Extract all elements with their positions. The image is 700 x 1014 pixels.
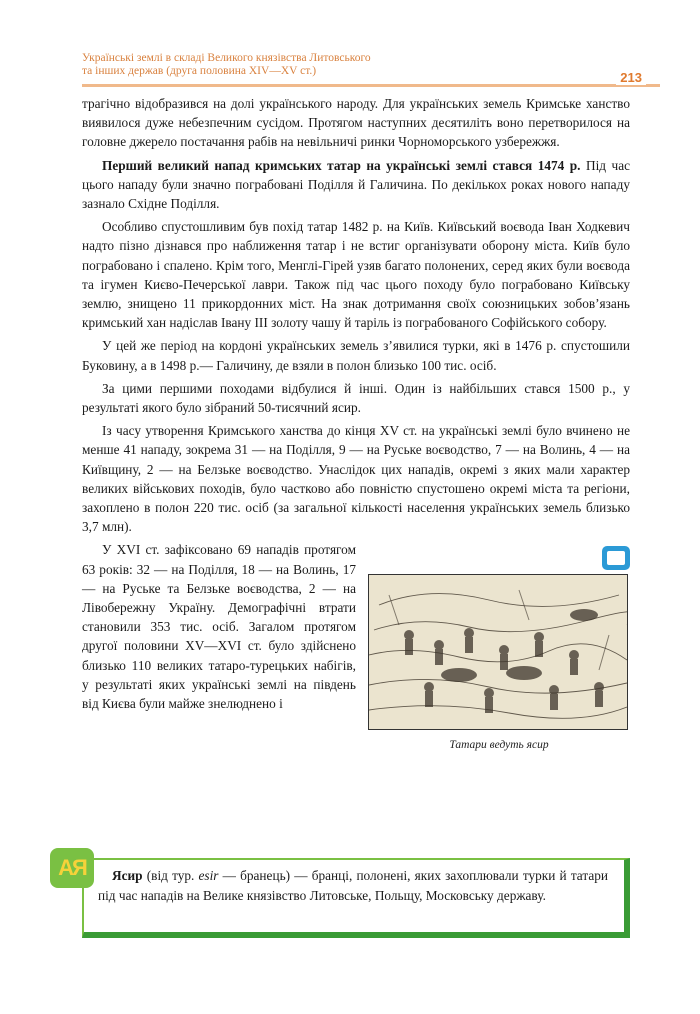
running-title-line-1: Українські землі в складі Великого князівства Литовського [82,52,371,64]
paragraph-1: трагічно відобразився на долі українського народу. Для українських земель Кримське ханство виявилося дуже небезпечним сусідом. Протягом наступних десятиліть воно перетворилося на головне джерело постачання рабів на невільничі ринки Чорноморського узбережжя. [82,96,630,150]
paragraph-6: Із часу утворення Кримського ханства до кінця XV ст. на українські землі було вчинено не менше 41 нападу, зокрема 31 — на Поділля, 9 — на Руське воєводство, 7 — на Волинь, 4 — на Київщину, 2 — на Белзьке воєводство. Унаслідок цих нападів, окремі з яких мали характер великих військових походів, було частково або повністю спустошено окремі міста та регіони, захоплено в полон 220 тис. осіб (за загальної кількості населення українських земель близько 3,7 млн). [82,423,630,535]
video-icon-frame [607,551,625,565]
illustration-figure [368,548,630,755]
glossary-term: Ясир [112,868,143,883]
paragraph-4: У цей же період на кордоні українських земель з’явилися турки, які в 1476 р. спустошили Буковину, а в 1498 р.— Галичину, де взяли в полон близько 100 тис. осіб. [82,338,630,373]
glossary-box [50,848,630,940]
dictionary-icon-label: АЯ [58,855,86,880]
video-icon[interactable] [602,546,630,570]
paragraph-7: У XVI ст. зафіксовано 69 нападів протягом 63 років: 32 — на Поділля, 18 — на Волинь, 17 — на Руське та Белзьке воєводства, 2 — на Лівобережну Україну. Демографічні втрати становили 353 тис. осіб. Загалом протягом другої половини XV—XVI ст. було здійснено близько 110 великих татаро-турецьких набігів, у результаті яких українські землі на південь від Києва були майже знелюднено і [82,542,356,712]
main-text [82,94,630,760]
glossary-frame [82,858,630,938]
page-header [82,52,662,90]
paragraph-5: За цими першими походами відбулися й інші. Один із найбільших стався 1500 р., у результаті якого було зібраний 50-тисячний ясир. [82,380,630,416]
dictionary-icon [50,848,94,888]
header-rule [82,84,660,87]
glossary-definition-post: — бранець) — бранці, полонені, яких захоплювали турки й татари під час нападів на Велике князівство Литовське, Польщу, Московську державу. [98,868,608,903]
paragraph-3: Особливо спустошливим був похід татар 1482 р. на Київ. Київський воєвода Іван Ходкевич надто пізно дізнався про наближення татар і не встиг організувати оборону міста. Київ було пограбовано і спалено. Крім того, Менглі-Гірей узяв багато полонених, серед яких були воєвода та ігумен Києво-Печерської лаври. Також під час цього походу було пограбовано Київську землю, знищено 11 прикордонних міст. На знак дотримання своїх союзницьких зобов’язань кримський хан надіслав Івану ІІІ золоту чашу й таріль із пограбованого Софійського собору. [82,219,630,331]
paragraph-2-bold: Перший великий напад кримських татар на українські землі стався 1474 р. [102,157,581,173]
paragraph-2 [82,156,630,214]
engraving-drawing [369,575,627,729]
paragraph-2-rest: Під час цього нападу були значно пограбовані Поділля й Галичина. По декількох роках нового нападу зазнало Східне Поділля. [82,157,631,212]
engraving-picture [368,574,628,730]
glossary-definition-pre: (від тур. [142,868,199,883]
running-title [82,52,502,78]
running-title-line-2: та інших держав (друга половина XIV—XV ст.) [82,65,317,77]
glossary-text [98,866,608,906]
page-number: 213 [616,70,646,85]
glossary-term-origin: esir [198,868,219,883]
figure-caption: Татари ведуть ясир [449,739,549,752]
